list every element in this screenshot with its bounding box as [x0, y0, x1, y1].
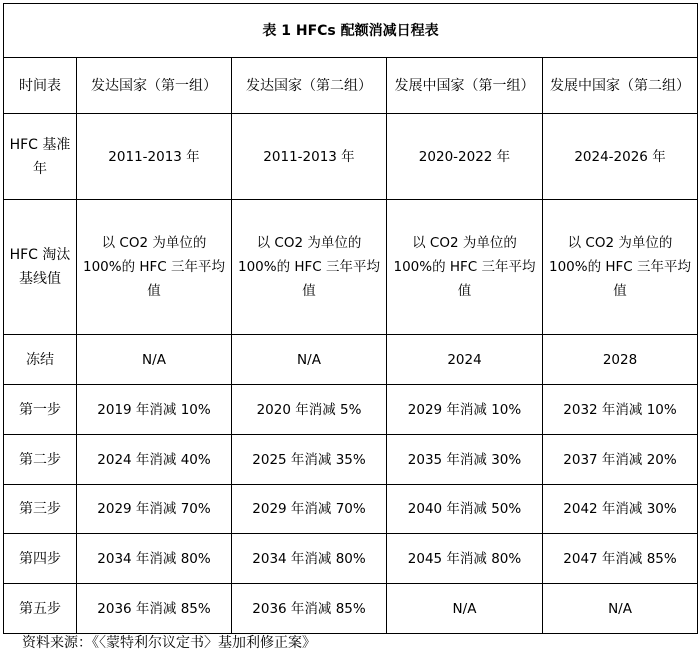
table-cell: 以 CO2 为单位的 100%的 HFC 三年平均值 — [77, 200, 232, 335]
table-cell: 2011-2013 年 — [232, 114, 387, 200]
table-row-hfc-phasedown-baseline — [4, 200, 698, 335]
table-cell: 2035 年消减 30% — [387, 435, 543, 485]
header-developed-group-2: 发达国家（第二组） — [232, 58, 387, 114]
table-cell: 2020 年消减 5% — [232, 385, 387, 435]
row-label-step-2: 第二步 — [4, 435, 77, 485]
table-cell: 2045 年消减 80% — [387, 534, 543, 584]
header-row-label: 时间表 — [4, 58, 77, 114]
table-cell: N/A — [543, 584, 698, 634]
table-cell: 2034 年消减 80% — [232, 534, 387, 584]
table-cell: 2024 年消减 40% — [77, 435, 232, 485]
row-label-step-1: 第一步 — [4, 385, 77, 435]
table-row-step-4 — [4, 534, 698, 584]
table-cell: 以 CO2 为单位的 100%的 HFC 三年平均值 — [232, 200, 387, 335]
header-developing-group-2: 发展中国家（第二组） — [543, 58, 698, 114]
table-cell: N/A — [77, 335, 232, 385]
header-developed-group-1: 发达国家（第一组） — [77, 58, 232, 114]
table-cell: N/A — [232, 335, 387, 385]
table-row-step-1 — [4, 385, 698, 435]
table-row-hfc-base-year — [4, 114, 698, 200]
table-cell: 2011-2013 年 — [77, 114, 232, 200]
table-cell: 以 CO2 为单位的 100%的 HFC 三年平均值 — [543, 200, 698, 335]
table-cell: 2025 年消减 35% — [232, 435, 387, 485]
table-cell: 2029 年消减 70% — [77, 485, 232, 534]
table-cell: 2036 年消减 85% — [77, 584, 232, 634]
table-row-step-3 — [4, 485, 698, 534]
table-cell: 2024-2026 年 — [543, 114, 698, 200]
table-cell: 2034 年消减 80% — [77, 534, 232, 584]
table-cell: 以 CO2 为单位的 100%的 HFC 三年平均值 — [387, 200, 543, 335]
table-cell: 2042 年消减 30% — [543, 485, 698, 534]
table-row-step-5 — [4, 584, 698, 634]
hfc-schedule-table — [3, 3, 698, 634]
table-cell: 2019 年消减 10% — [77, 385, 232, 435]
table-cell: 2029 年消减 70% — [232, 485, 387, 534]
header-developing-group-1: 发展中国家（第一组） — [387, 58, 543, 114]
source-note: 资料来源：《〈蒙特利尔议定书〉基加利修正案》 — [22, 635, 316, 651]
table-body — [4, 114, 698, 634]
table-row-freeze — [4, 335, 698, 385]
table-cell: 2037 年消减 20% — [543, 435, 698, 485]
row-label-step-3: 第三步 — [4, 485, 77, 534]
table-cell: 2029 年消减 10% — [387, 385, 543, 435]
table-cell: 2024 — [387, 335, 543, 385]
table-cell: 2020-2022 年 — [387, 114, 543, 200]
row-label-freeze: 冻结 — [4, 335, 77, 385]
table-row-step-2 — [4, 435, 698, 485]
row-label-hfc-phasedown-baseline: HFC 淘汰基线值 — [4, 200, 77, 335]
table-cell: 2047 年消减 85% — [543, 534, 698, 584]
table-cell: 2032 年消减 10% — [543, 385, 698, 435]
row-label-hfc-base-year: HFC 基准年 — [4, 114, 77, 200]
table-cell: 2040 年消减 50% — [387, 485, 543, 534]
table-title: 表 1 HFCs 配额消减日程表 — [4, 4, 698, 58]
row-label-step-5: 第五步 — [4, 584, 77, 634]
table-cell: 2036 年消减 85% — [232, 584, 387, 634]
row-label-step-4: 第四步 — [4, 534, 77, 584]
table-cell: N/A — [387, 584, 543, 634]
table-cell: 2028 — [543, 335, 698, 385]
